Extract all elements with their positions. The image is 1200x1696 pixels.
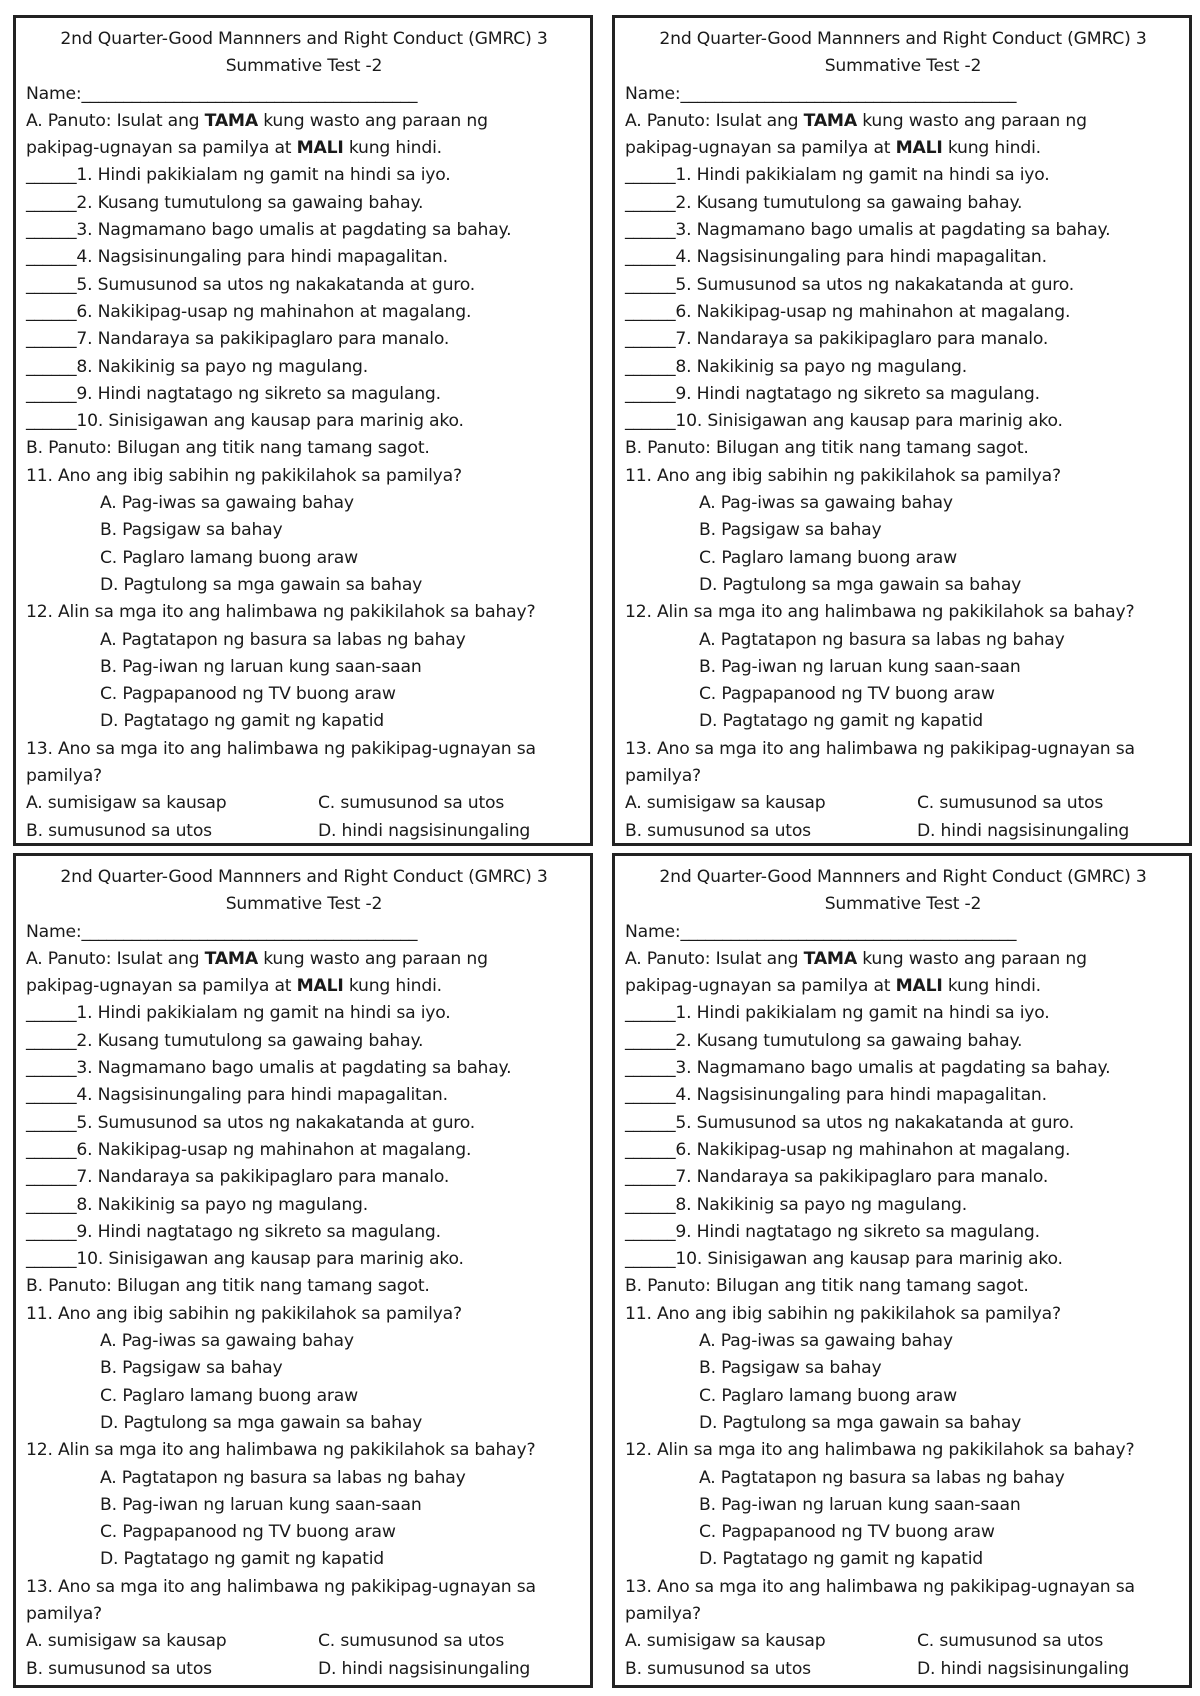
part-a-prefix: A. Panuto: Isulat ang bbox=[625, 948, 804, 969]
name-label: Name: bbox=[625, 921, 681, 942]
q12-choice-c[interactable]: C. Pagpapanood ng TV buong araw bbox=[699, 1522, 995, 1543]
q13-choice-a[interactable]: A. sumisigaw sa kausap bbox=[26, 1631, 227, 1652]
item-7[interactable] bbox=[625, 1164, 1181, 1191]
answer-blank: ______ bbox=[26, 1167, 77, 1188]
q13-choices-row2 bbox=[625, 818, 1181, 845]
q13-choices-row1 bbox=[26, 1628, 582, 1655]
part-a-instruction-line1 bbox=[625, 108, 1181, 135]
part-a-tama: TAMA bbox=[803, 110, 857, 131]
item-6[interactable] bbox=[625, 1137, 1181, 1164]
item-text: 2. Kusang tumutulong sa gawaing bahay. bbox=[76, 192, 424, 213]
item-3[interactable] bbox=[625, 1055, 1181, 1082]
item-text: 5. Sumusunod sa utos ng nakakatanda at guro. bbox=[76, 274, 476, 295]
question-12: 12. Alin sa mga ito ang halimbawa ng pakikilahok sa bahay? bbox=[625, 1440, 1135, 1461]
name-label: Name: bbox=[26, 83, 82, 104]
test-card-top-right bbox=[612, 15, 1192, 846]
item-9[interactable] bbox=[26, 1219, 582, 1246]
part-a-instruction-line2 bbox=[625, 973, 1181, 1000]
answer-blank: ______ bbox=[26, 383, 77, 404]
q11-choice-a[interactable]: A. Pag-iwas sa gawaing bahay bbox=[699, 1331, 953, 1352]
answer-blank: ______ bbox=[625, 1139, 676, 1160]
item-2[interactable] bbox=[26, 1028, 582, 1055]
part-a-instruction-line1 bbox=[26, 108, 582, 135]
item-6[interactable] bbox=[625, 299, 1181, 326]
name-blank: ________________________________________ bbox=[680, 921, 1017, 942]
test-title: 2nd Quarter-Good Mannners and Right Conduct (GMRC) 3 bbox=[659, 867, 1147, 887]
question-11: 11. Ano ang ibig sabihin ng pakikilahok sa pamilya? bbox=[625, 1303, 1061, 1324]
item-text: 3. Nagmamano bago umalis at pagdating sa bahay. bbox=[76, 1058, 512, 1079]
question-11: 11. Ano ang ibig sabihin ng pakikilahok sa pamilya? bbox=[26, 1303, 462, 1324]
answer-blank: ______ bbox=[625, 1030, 676, 1051]
name-blank: ________________________________________ bbox=[81, 921, 418, 942]
q12-choice-c[interactable]: C. Pagpapanood ng TV buong araw bbox=[100, 684, 396, 705]
part-a-tama: TAMA bbox=[204, 948, 258, 969]
test-subtitle: Summative Test -2 bbox=[225, 56, 383, 77]
answer-blank: ______ bbox=[26, 1139, 77, 1160]
item-text: 8. Nakikinig sa payo ng magulang. bbox=[675, 356, 967, 377]
question-13-line1: 13. Ano sa mga ito ang halimbawa ng pakikipag-ugnayan sa bbox=[625, 1576, 1135, 1597]
answer-blank: ______ bbox=[625, 1194, 676, 1215]
part-a-mali: MALI bbox=[895, 138, 943, 159]
item-7[interactable] bbox=[26, 326, 582, 353]
answer-blank: ______ bbox=[625, 1112, 676, 1133]
answer-blank: ______ bbox=[26, 165, 77, 186]
answer-blank: ______ bbox=[26, 274, 77, 295]
answer-blank: ______ bbox=[26, 247, 77, 268]
item-5[interactable] bbox=[26, 272, 582, 299]
item-text: 3. Nagmamano bago umalis at pagdating sa bahay. bbox=[76, 220, 512, 241]
item-text: 9. Hindi nagtatago ng sikreto sa magulang. bbox=[675, 1221, 1040, 1242]
name-field[interactable] bbox=[625, 81, 1181, 108]
name-label: Name: bbox=[625, 83, 681, 104]
part-a-prefix: A. Panuto: Isulat ang bbox=[625, 110, 804, 131]
q12-choice-d[interactable]: D. Pagtatago ng gamit ng kapatid bbox=[699, 1549, 983, 1570]
question-13-line2: pamilya? bbox=[26, 1604, 102, 1625]
q13-choice-c[interactable]: C. sumusunod sa utos bbox=[318, 793, 505, 814]
q12-choice-c[interactable]: C. Pagpapanood ng TV buong araw bbox=[100, 1522, 396, 1543]
question-11: 11. Ano ang ibig sabihin ng pakikilahok sa pamilya? bbox=[625, 465, 1061, 486]
name-blank: ________________________________________ bbox=[81, 83, 418, 104]
q11-choice-a[interactable]: A. Pag-iwas sa gawaing bahay bbox=[100, 493, 354, 514]
item-9[interactable] bbox=[625, 1219, 1181, 1246]
item-4[interactable] bbox=[625, 1082, 1181, 1109]
item-text: 1. Hindi pakikialam ng gamit na hindi sa iyo. bbox=[675, 1003, 1050, 1024]
q11-choice-c[interactable]: C. Paglaro lamang buong araw bbox=[699, 1385, 957, 1406]
q11-choice-c[interactable]: C. Paglaro lamang buong araw bbox=[100, 1385, 358, 1406]
answer-blank: ______ bbox=[26, 356, 77, 377]
q13-choices-row2 bbox=[26, 818, 582, 845]
item-text: 9. Hindi nagtatago ng sikreto sa magulang. bbox=[76, 383, 441, 404]
part-a-instruction-line1 bbox=[26, 946, 582, 973]
part-a-line2-prefix: pakipag-ugnayan sa pamilya at bbox=[26, 138, 297, 159]
answer-blank: ______ bbox=[26, 220, 77, 241]
name-label: Name: bbox=[26, 921, 82, 942]
item-text: 8. Nakikinig sa payo ng magulang. bbox=[76, 356, 368, 377]
item-10[interactable] bbox=[26, 408, 582, 435]
item-text: 6. Nakikipag-usap ng mahinahon at magalang. bbox=[76, 1139, 472, 1160]
item-2[interactable] bbox=[26, 190, 582, 217]
item-9[interactable] bbox=[26, 381, 582, 408]
q12-choice-a[interactable]: A. Pagtatapon ng basura sa labas ng bahay bbox=[699, 629, 1065, 650]
q13-choice-d[interactable]: D. hindi nagsisinungaling bbox=[917, 820, 1130, 841]
q13-choice-d[interactable]: D. hindi nagsisinungaling bbox=[917, 1658, 1130, 1679]
item-text: 4. Nagsisinungaling para hindi mapagalitan. bbox=[76, 247, 448, 268]
item-4[interactable] bbox=[26, 244, 582, 271]
item-text: 5. Sumusunod sa utos ng nakakatanda at guro. bbox=[675, 274, 1075, 295]
question-13-line1: 13. Ano sa mga ito ang halimbawa ng pakikipag-ugnayan sa bbox=[26, 1576, 536, 1597]
part-a-instruction-line1 bbox=[625, 946, 1181, 973]
part-a-prefix: A. Panuto: Isulat ang bbox=[26, 110, 205, 131]
test-card-bottom-left bbox=[13, 853, 593, 1688]
part-a-mali: MALI bbox=[895, 976, 943, 997]
item-6[interactable] bbox=[26, 299, 582, 326]
question-13-line2: pamilya? bbox=[625, 1604, 701, 1625]
test-title: 2nd Quarter-Good Mannners and Right Conduct (GMRC) 3 bbox=[60, 29, 548, 49]
q13-choice-b[interactable]: B. sumusunod sa utos bbox=[26, 820, 212, 841]
question-12: 12. Alin sa mga ito ang halimbawa ng pakikilahok sa bahay? bbox=[625, 602, 1135, 623]
answer-blank: ______ bbox=[625, 383, 676, 404]
q12-choice-a[interactable]: A. Pagtatapon ng basura sa labas ng bahay bbox=[100, 1467, 466, 1488]
q13-choice-a[interactable]: A. sumisigaw sa kausap bbox=[625, 1631, 826, 1652]
item-4[interactable] bbox=[625, 244, 1181, 271]
answer-blank: ______ bbox=[625, 301, 676, 322]
item-text: 3. Nagmamano bago umalis at pagdating sa bahay. bbox=[675, 220, 1111, 241]
q13-choice-a[interactable]: A. sumisigaw sa kausap bbox=[625, 793, 826, 814]
name-field[interactable] bbox=[26, 81, 582, 108]
part-b-instruction: B. Panuto: Bilugan ang titik nang tamang sagot. bbox=[26, 438, 430, 459]
part-a-mid: kung wasto ang paraan ng bbox=[856, 110, 1087, 131]
q12-choice-d[interactable]: D. Pagtatago ng gamit ng kapatid bbox=[699, 711, 983, 732]
answer-blank: ______ bbox=[26, 1003, 77, 1024]
answer-blank: ______ bbox=[26, 1249, 77, 1270]
item-text: 10. Sinisigawan ang kausap para marinig ako. bbox=[76, 411, 464, 432]
q11-choice-d[interactable]: D. Pagtulong sa mga gawain sa bahay bbox=[100, 1412, 423, 1433]
answer-blank: ______ bbox=[26, 192, 77, 213]
item-7[interactable] bbox=[26, 1164, 582, 1191]
test-subtitle: Summative Test -2 bbox=[225, 894, 383, 915]
item-text: 3. Nagmamano bago umalis at pagdating sa bahay. bbox=[675, 1058, 1111, 1079]
answer-blank: ______ bbox=[625, 247, 676, 268]
item-text: 4. Nagsisinungaling para hindi mapagalitan. bbox=[675, 1085, 1047, 1106]
item-text: 10. Sinisigawan ang kausap para marinig ako. bbox=[675, 1249, 1063, 1270]
item-1[interactable] bbox=[625, 162, 1181, 189]
question-12: 12. Alin sa mga ito ang halimbawa ng pakikilahok sa bahay? bbox=[26, 602, 536, 623]
q13-choice-c[interactable]: C. sumusunod sa utos bbox=[318, 1631, 505, 1652]
item-8[interactable] bbox=[625, 354, 1181, 381]
q12-choice-b[interactable]: B. Pag-iwan ng laruan kung saan-saan bbox=[100, 1494, 422, 1515]
q13-choice-a[interactable]: A. sumisigaw sa kausap bbox=[26, 793, 227, 814]
item-text: 10. Sinisigawan ang kausap para marinig ako. bbox=[675, 411, 1063, 432]
item-text: 9. Hindi nagtatago ng sikreto sa magulang. bbox=[675, 383, 1040, 404]
q12-choice-b[interactable]: B. Pag-iwan ng laruan kung saan-saan bbox=[100, 656, 422, 677]
item-text: 2. Kusang tumutulong sa gawaing bahay. bbox=[675, 192, 1023, 213]
question-13-line2: pamilya? bbox=[26, 766, 102, 787]
item-3[interactable] bbox=[625, 217, 1181, 244]
q11-choice-b[interactable]: B. Pagsigaw sa bahay bbox=[699, 1358, 882, 1379]
q13-choice-b[interactable]: B. sumusunod sa utos bbox=[625, 1658, 811, 1679]
q11-choice-b[interactable]: B. Pagsigaw sa bahay bbox=[699, 520, 882, 541]
part-b-instruction: B. Panuto: Bilugan ang titik nang tamang sagot. bbox=[625, 1276, 1029, 1297]
item-1[interactable] bbox=[625, 1000, 1181, 1027]
test-title: 2nd Quarter-Good Mannners and Right Conduct (GMRC) 3 bbox=[659, 29, 1147, 49]
q11-choice-a[interactable]: A. Pag-iwas sa gawaing bahay bbox=[100, 1331, 354, 1352]
q13-choices-row1 bbox=[26, 790, 582, 817]
answer-blank: ______ bbox=[625, 192, 676, 213]
part-a-line2-suffix: kung hindi. bbox=[343, 976, 442, 997]
item-1[interactable] bbox=[26, 1000, 582, 1027]
question-12: 12. Alin sa mga ito ang halimbawa ng pakikilahok sa bahay? bbox=[26, 1440, 536, 1461]
item-text: 7. Nandaraya sa pakikipaglaro para manalo. bbox=[675, 329, 1049, 350]
q12-choice-d[interactable]: D. Pagtatago ng gamit ng kapatid bbox=[100, 711, 384, 732]
q13-choice-b[interactable]: B. sumusunod sa utos bbox=[26, 1658, 212, 1679]
part-a-mali: MALI bbox=[296, 976, 344, 997]
answer-blank: ______ bbox=[625, 1003, 676, 1024]
test-card-top-left bbox=[13, 15, 593, 846]
part-a-line2-suffix: kung hindi. bbox=[942, 138, 1041, 159]
q12-choice-a[interactable]: A. Pagtatapon ng basura sa labas ng bahay bbox=[699, 1467, 1065, 1488]
item-1[interactable] bbox=[26, 162, 582, 189]
part-a-instruction-line2 bbox=[625, 135, 1181, 162]
item-8[interactable] bbox=[625, 1192, 1181, 1219]
item-text: 9. Hindi nagtatago ng sikreto sa magulang. bbox=[76, 1221, 441, 1242]
item-text: 10. Sinisigawan ang kausap para marinig ako. bbox=[76, 1249, 464, 1270]
test-title: 2nd Quarter-Good Mannners and Right Conduct (GMRC) 3 bbox=[60, 867, 548, 887]
name-field[interactable] bbox=[625, 919, 1181, 946]
item-text: 6. Nakikipag-usap ng mahinahon at magalang. bbox=[675, 1139, 1071, 1160]
answer-blank: ______ bbox=[625, 165, 676, 186]
q11-choice-c[interactable]: C. Paglaro lamang buong araw bbox=[699, 547, 957, 568]
part-b-instruction: B. Panuto: Bilugan ang titik nang tamang sagot. bbox=[625, 438, 1029, 459]
name-blank: ________________________________________ bbox=[680, 83, 1017, 104]
q13-choices-row2 bbox=[26, 1656, 582, 1683]
test-subtitle: Summative Test -2 bbox=[824, 56, 982, 77]
part-a-line2-suffix: kung hindi. bbox=[343, 138, 442, 159]
item-3[interactable] bbox=[26, 217, 582, 244]
name-field[interactable] bbox=[26, 919, 582, 946]
q12-choice-b[interactable]: B. Pag-iwan ng laruan kung saan-saan bbox=[699, 656, 1021, 677]
item-text: 1. Hindi pakikialam ng gamit na hindi sa iyo. bbox=[76, 1003, 451, 1024]
item-text: 5. Sumusunod sa utos ng nakakatanda at guro. bbox=[675, 1112, 1075, 1133]
q11-choice-d[interactable]: D. Pagtulong sa mga gawain sa bahay bbox=[699, 574, 1022, 595]
part-a-instruction-line2 bbox=[26, 135, 582, 162]
q12-choice-c[interactable]: C. Pagpapanood ng TV buong araw bbox=[699, 684, 995, 705]
item-9[interactable] bbox=[625, 381, 1181, 408]
item-5[interactable] bbox=[625, 272, 1181, 299]
answer-blank: ______ bbox=[625, 220, 676, 241]
answer-blank: ______ bbox=[625, 329, 676, 350]
answer-blank: ______ bbox=[625, 1058, 676, 1079]
q13-choice-b[interactable]: B. sumusunod sa utos bbox=[625, 820, 811, 841]
item-10[interactable] bbox=[625, 1246, 1181, 1273]
item-text: 6. Nakikipag-usap ng mahinahon at magalang. bbox=[675, 301, 1071, 322]
q13-choices-row1 bbox=[625, 1628, 1181, 1655]
item-2[interactable] bbox=[625, 190, 1181, 217]
q13-choices-row1 bbox=[625, 790, 1181, 817]
item-4[interactable] bbox=[26, 1082, 582, 1109]
item-10[interactable] bbox=[26, 1246, 582, 1273]
answer-blank: ______ bbox=[625, 1167, 676, 1188]
item-text: 5. Sumusunod sa utos ng nakakatanda at guro. bbox=[76, 1112, 476, 1133]
q11-choice-d[interactable]: D. Pagtulong sa mga gawain sa bahay bbox=[699, 1412, 1022, 1433]
item-text: 2. Kusang tumutulong sa gawaing bahay. bbox=[675, 1030, 1023, 1051]
part-a-mid: kung wasto ang paraan ng bbox=[257, 948, 488, 969]
answer-blank: ______ bbox=[625, 1249, 676, 1270]
item-10[interactable] bbox=[625, 408, 1181, 435]
answer-blank: ______ bbox=[625, 1085, 676, 1106]
q11-choice-b[interactable]: B. Pagsigaw sa bahay bbox=[100, 1358, 283, 1379]
item-3[interactable] bbox=[26, 1055, 582, 1082]
answer-blank: ______ bbox=[625, 274, 676, 295]
q13-choices-row2 bbox=[625, 1656, 1181, 1683]
test-card-bottom-right bbox=[612, 853, 1192, 1688]
item-5[interactable] bbox=[625, 1110, 1181, 1137]
answer-blank: ______ bbox=[625, 356, 676, 377]
item-text: 8. Nakikinig sa payo ng magulang. bbox=[675, 1194, 967, 1215]
q11-choice-a[interactable]: A. Pag-iwas sa gawaing bahay bbox=[699, 493, 953, 514]
part-a-tama: TAMA bbox=[803, 948, 857, 969]
item-8[interactable] bbox=[26, 1192, 582, 1219]
question-13-line1: 13. Ano sa mga ito ang halimbawa ng pakikipag-ugnayan sa bbox=[26, 738, 536, 759]
q12-choice-a[interactable]: A. Pagtatapon ng basura sa labas ng bahay bbox=[100, 629, 466, 650]
part-a-instruction-line2 bbox=[26, 973, 582, 1000]
item-8[interactable] bbox=[26, 354, 582, 381]
item-text: 4. Nagsisinungaling para hindi mapagalitan. bbox=[675, 247, 1047, 268]
q11-choice-c[interactable]: C. Paglaro lamang buong araw bbox=[100, 547, 358, 568]
answer-blank: ______ bbox=[26, 1194, 77, 1215]
item-text: 7. Nandaraya sa pakikipaglaro para manalo. bbox=[76, 329, 450, 350]
answer-blank: ______ bbox=[26, 1112, 77, 1133]
part-a-mid: kung wasto ang paraan ng bbox=[257, 110, 488, 131]
q13-choice-c[interactable]: C. sumusunod sa utos bbox=[917, 1631, 1104, 1652]
answer-blank: ______ bbox=[26, 1085, 77, 1106]
question-13-line2: pamilya? bbox=[625, 766, 701, 787]
part-b-instruction: B. Panuto: Bilugan ang titik nang tamang sagot. bbox=[26, 1276, 430, 1297]
item-text: 4. Nagsisinungaling para hindi mapagalitan. bbox=[76, 1085, 448, 1106]
part-a-line2-prefix: pakipag-ugnayan sa pamilya at bbox=[625, 138, 896, 159]
q11-choice-d[interactable]: D. Pagtulong sa mga gawain sa bahay bbox=[100, 574, 423, 595]
answer-blank: ______ bbox=[26, 1030, 77, 1051]
part-a-line2-suffix: kung hindi. bbox=[942, 976, 1041, 997]
item-6[interactable] bbox=[26, 1137, 582, 1164]
question-13-line1: 13. Ano sa mga ito ang halimbawa ng pakikipag-ugnayan sa bbox=[625, 738, 1135, 759]
answer-blank: ______ bbox=[26, 301, 77, 322]
answer-blank: ______ bbox=[625, 1221, 676, 1242]
answer-blank: ______ bbox=[26, 411, 77, 432]
item-5[interactable] bbox=[26, 1110, 582, 1137]
item-text: 7. Nandaraya sa pakikipaglaro para manalo. bbox=[76, 1167, 450, 1188]
q12-choice-d[interactable]: D. Pagtatago ng gamit ng kapatid bbox=[100, 1549, 384, 1570]
answer-blank: ______ bbox=[26, 329, 77, 350]
q12-choice-b[interactable]: B. Pag-iwan ng laruan kung saan-saan bbox=[699, 1494, 1021, 1515]
item-7[interactable] bbox=[625, 326, 1181, 353]
answer-blank: ______ bbox=[26, 1221, 77, 1242]
part-a-mid: kung wasto ang paraan ng bbox=[856, 948, 1087, 969]
part-a-tama: TAMA bbox=[204, 110, 258, 131]
part-a-mali: MALI bbox=[296, 138, 344, 159]
q13-choice-d[interactable]: D. hindi nagsisinungaling bbox=[318, 820, 531, 841]
item-text: 1. Hindi pakikialam ng gamit na hindi sa iyo. bbox=[675, 165, 1050, 186]
item-text: 8. Nakikinig sa payo ng magulang. bbox=[76, 1194, 368, 1215]
q13-choice-c[interactable]: C. sumusunod sa utos bbox=[917, 793, 1104, 814]
item-2[interactable] bbox=[625, 1028, 1181, 1055]
q11-choice-b[interactable]: B. Pagsigaw sa bahay bbox=[100, 520, 283, 541]
item-text: 7. Nandaraya sa pakikipaglaro para manalo. bbox=[675, 1167, 1049, 1188]
part-a-prefix: A. Panuto: Isulat ang bbox=[26, 948, 205, 969]
q13-choice-d[interactable]: D. hindi nagsisinungaling bbox=[318, 1658, 531, 1679]
part-a-line2-prefix: pakipag-ugnayan sa pamilya at bbox=[625, 976, 896, 997]
part-a-line2-prefix: pakipag-ugnayan sa pamilya at bbox=[26, 976, 297, 997]
item-text: 2. Kusang tumutulong sa gawaing bahay. bbox=[76, 1030, 424, 1051]
item-text: 1. Hindi pakikialam ng gamit na hindi sa iyo. bbox=[76, 165, 451, 186]
item-text: 6. Nakikipag-usap ng mahinahon at magalang. bbox=[76, 301, 472, 322]
test-subtitle: Summative Test -2 bbox=[824, 894, 982, 915]
question-11: 11. Ano ang ibig sabihin ng pakikilahok sa pamilya? bbox=[26, 465, 462, 486]
answer-blank: ______ bbox=[625, 411, 676, 432]
answer-blank: ______ bbox=[26, 1058, 77, 1079]
